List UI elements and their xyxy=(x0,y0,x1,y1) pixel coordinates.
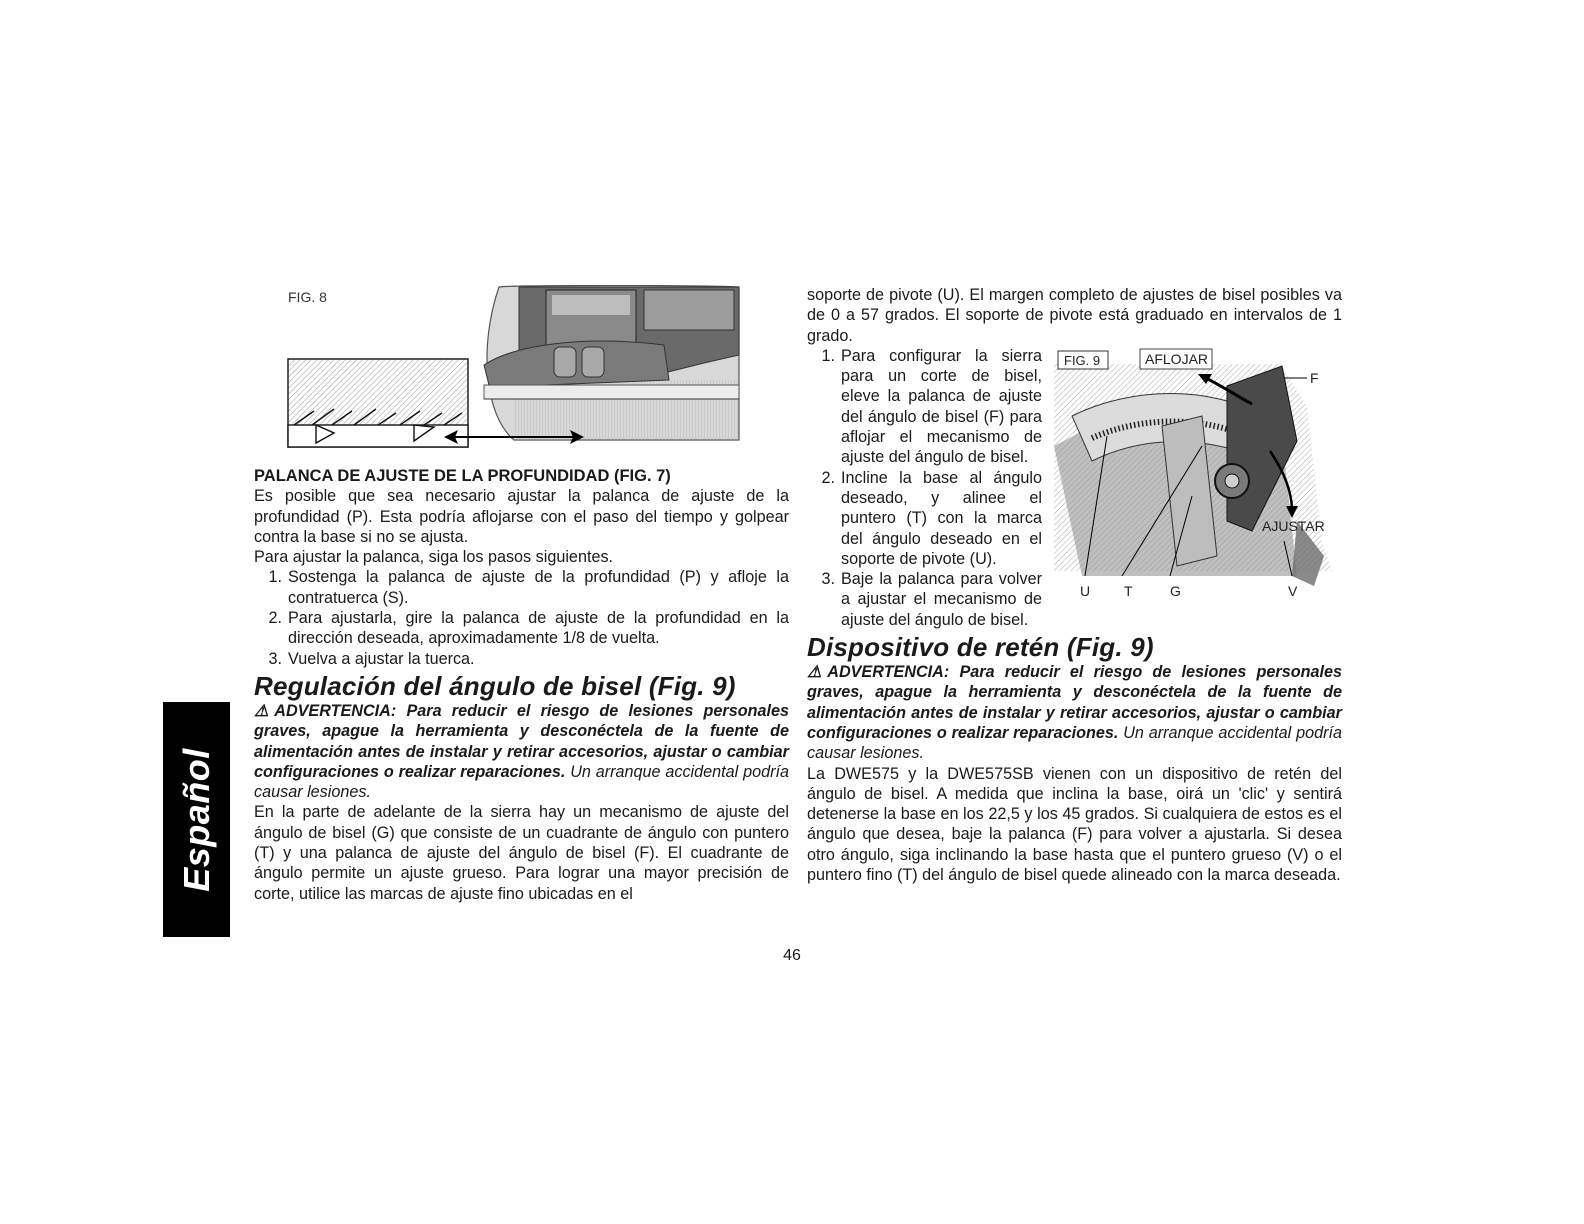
depth-paragraph-2: Para ajustar la palanca, siga los pasos siguientes. xyxy=(254,548,614,567)
callout-g: G xyxy=(1170,582,1181,599)
callout-u: U xyxy=(1080,582,1091,599)
list-item: 1. Sostenga la palanca de ajuste de la profundidad (P) y afloje la contratuerca (S). xyxy=(268,568,789,607)
list-item: 2. Para ajustarla, gire la palanca de ajuste de la profundidad en la dirección deseada, aproximadamente 1/8 de vuelta. xyxy=(268,609,789,648)
figure-8 xyxy=(254,285,789,462)
figure-9-illustration xyxy=(1052,346,1342,611)
right-column xyxy=(807,285,1342,885)
adjust-label: AJUSTAR xyxy=(1262,517,1325,534)
bevel-steps-with-figure xyxy=(807,346,1342,630)
bevel-steps-list xyxy=(807,346,1042,630)
bevel-continued-paragraph: soporte de pivote (U). El margen completo de ajustes de bisel posibles va de 0 a 57 grados. El soporte de pivote está graduado en intervalos de 1 grado. xyxy=(807,286,1342,345)
warning-icon: ⚠ xyxy=(807,663,828,682)
language-tab-label: Español xyxy=(175,747,217,892)
detent-heading: Dispositivo de retén (Fig. 9) xyxy=(807,632,1154,663)
callout-v: V xyxy=(1288,582,1298,599)
left-column xyxy=(254,285,789,904)
callout-t: T xyxy=(1124,582,1133,599)
bevel-warning: ⚠ADVERTENCIA: Para reducir el riesgo de lesiones personales graves, apague la herramienta y desconéctela de la fuente de alimentación antes de instalar y retirar accesorios, ajustar o cambiar configuraciones o realizar reparaciones. Un arranque accidental podría causar lesiones. xyxy=(254,701,790,802)
language-tab xyxy=(163,702,230,937)
detent-paragraph: La DWE575 y la DWE575SB vienen con un dispositivo de retén del ángulo de bisel. A medida que inclina la base, oirá un 'clic' y sentirá detenerse la base en los 22,5 y los 45 grados. Si cualquiera de estos es el ángulo que desea, baje la palanca (F) para volver a ajustarla. Si desea otro ángulo, siga inclinando la base hasta que el puntero grueso (V) o el puntero fino (T) del ángulo de bisel quede alineado con la marca deseada. xyxy=(807,764,1342,885)
depth-steps-list xyxy=(254,567,789,668)
list-item: 3. Vuelva a ajustar la tuerca. xyxy=(268,649,475,668)
list-item: 3. Baje la palanca para volver a ajustar el mecanismo de ajuste del ángulo de bisel. xyxy=(821,570,1042,629)
list-item: 2. Incline la base al ángulo deseado, y alinee el puntero (T) con la marca del ángulo deseado en el soporte de pivote (U). xyxy=(821,468,1042,568)
figure-9-label: FIG. 9 xyxy=(1064,352,1101,368)
warning-icon: ⚠ xyxy=(254,701,275,720)
figure-8-illustration xyxy=(284,285,794,460)
loosen-label: AFLOJAR xyxy=(1145,350,1209,367)
figure-8-label: FIG. 8 xyxy=(288,289,327,305)
detent-warning: ⚠ADVERTENCIA: Para reducir el riesgo de lesiones personales graves, apague la herramienta y desconéctela de la fuente de alimentación antes de instalar y retirar accesorios, ajustar o cambiar configuraciones o realizar reparaciones. Un arranque accidental podría causar lesiones. xyxy=(807,663,1343,763)
depth-lever-heading: PALANCA DE AJUSTE DE LA PROFUNDIDAD (FIG. 7) xyxy=(254,467,671,485)
bevel-heading: Regulación del ángulo de bisel (Fig. 9) xyxy=(254,670,736,701)
depth-paragraph-1: Es posible que sea necesario ajustar la palanca de ajuste de la profundidad (P). Esta podría aflojarse con el paso del tiempo y golpear contra la base si no se ajusta. xyxy=(254,487,789,546)
page-number: 46 xyxy=(783,947,801,964)
list-item: 1. Para configurar la sierra para un corte de bisel, eleve la palanca de ajuste del ángulo de bisel (F) para aflojar el mecanismo de ajuste del ángulo de bisel. xyxy=(821,346,1042,467)
callout-f: F xyxy=(1310,369,1319,386)
bevel-paragraph-1: En la parte de adelante de la sierra hay un mecanismo de ajuste del ángulo de bisel (G) que consiste de un cuadrante de ángulo con puntero (T) y una palanca de ajuste del ángulo de bisel (F). El cuadrante de ángulo permite un ajuste grueso. Para lograr una mayor precisión de corte, utilice las marcas de ajuste fino ubicadas en el xyxy=(254,803,789,903)
